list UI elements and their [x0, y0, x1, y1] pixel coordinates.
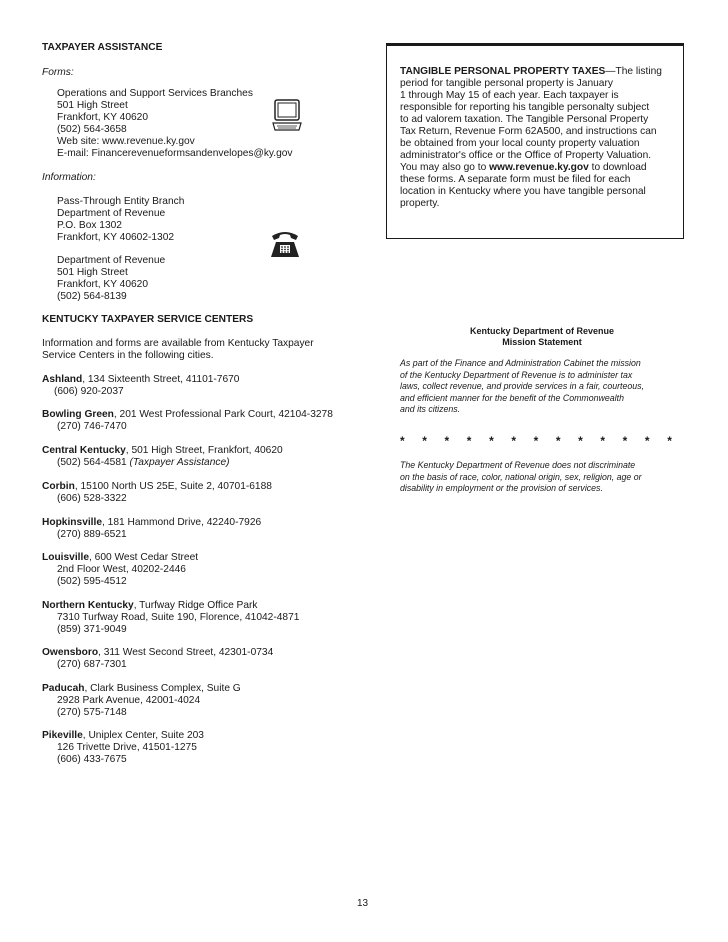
mission-title: Kentucky Department of Revenue [469, 326, 615, 336]
center-paducah: Paducah, Clark Business Complex, Suite G [42, 683, 241, 694]
info-line: Pass-Through Entity Branch [57, 196, 185, 207]
center-central-kentucky: Central Kentucky, 501 High Street, Frankfort, 40620 [42, 445, 283, 456]
service-centers-heading: KENTUCKY TAXPAYER SERVICE CENTERS [42, 314, 254, 325]
center-owensboro: Owensboro, 311 West Second Street, 42301-0734 [42, 647, 274, 658]
forms-label: Forms: [42, 67, 74, 78]
service-centers-intro: Service Centers in the following cities. [42, 350, 214, 361]
center-bowling-green: Bowling Green, 201 West Professional Park Court, 42104-3278 [42, 409, 333, 420]
center-phone: (270) 687-7301 [57, 659, 127, 670]
center-phone: (270) 889-6521 [57, 529, 127, 540]
star-divider: * * * * * * * * * * * * * [400, 434, 672, 448]
center-northern-kentucky: Northern Kentucky, Turfway Ridge Office Park [42, 600, 258, 611]
center-ashland: Ashland, 134 Sixteenth Street, 41101-7670 [42, 374, 240, 385]
information-label: Information: [42, 172, 96, 183]
center-phone: (270) 575-7148 [57, 707, 127, 718]
forms-line: (502) 564-3658 [57, 124, 127, 135]
forms-line: 501 High Street [57, 100, 128, 111]
taxpayer-assistance-heading: TAXPAYER ASSISTANCE [42, 42, 163, 53]
info-line: 501 High Street [57, 267, 128, 278]
center-hopkinsville: Hopkinsville, 181 Hammond Drive, 42240-7926 [42, 517, 262, 528]
mission-subtitle: Mission Statement [502, 337, 582, 347]
tpp-text: TANGIBLE PERSONAL PROPERTY TAXES—The listing period for tangible personal property is January 1 through May 15 of each year. Each taxpayer is responsible for reporting his tangible personalty subject to ad valorem taxation. The Tangible Personal Property Tax Return, Revenue Form 62A500, and instructions can be obtained from your local county property valuation administrator's office or the Office of Property Valuation. You may also go to www.revenue.ky.gov to download these forms. A separate form must be filed for each location in Kentucky where you have tangible personal property. [400, 66, 662, 209]
center-phone: (502) 564-4581 (Taxpayer Assistance) [57, 457, 230, 468]
website-line: Web site: www.revenue.ky.gov [57, 136, 195, 147]
center-phone: (606) 433-7675 [57, 754, 127, 765]
forms-line: Operations and Support Services Branches [57, 88, 253, 99]
info-line: Frankfort, KY 40602-1302 [57, 232, 175, 243]
revenue-website-link[interactable]: www.revenue.ky.gov [489, 162, 589, 173]
mission-text: As part of the Finance and Administration Cabinet the mission of the Kentucky Department of Revenue is to administer tax laws, collect revenue, and provide services in a fair, courteous, and efficient manner for the benefit of the Commonwealth and its citizens. [400, 358, 644, 415]
center-phone: (606) 920-2037 [54, 386, 124, 397]
telephone-icon [268, 226, 302, 260]
info-line: Department of Revenue [57, 208, 166, 219]
info-line: (502) 564-8139 [57, 291, 127, 302]
center-phone: (270) 746-7470 [57, 421, 127, 432]
email-line: E-mail: Financerevenueformsandenvelopes@ky.gov [57, 148, 293, 159]
center-phone: (859) 371-9049 [57, 624, 127, 635]
info-line: P.O. Box 1302 [57, 220, 122, 231]
center-corbin: Corbin, 15100 North US 25E, Suite 2, 40701-6188 [42, 481, 272, 492]
forms-line: Frankfort, KY 40620 [57, 112, 148, 123]
center-pikeville: Pikeville, Uniplex Center, Suite 203 [42, 730, 204, 741]
center-address: 2928 Park Avenue, 42001-4024 [57, 695, 201, 706]
tpp-title: TANGIBLE PERSONAL PROPERTY TAXES [400, 66, 606, 77]
computer-icon [272, 99, 302, 131]
nondiscrimination-text: The Kentucky Department of Revenue does not discriminate on the basis of race, color, national origin, sex, religion, age or disability in employment or the provision of services. [400, 460, 642, 494]
info-line: Department of Revenue [57, 255, 166, 266]
center-phone: (606) 528-3322 [57, 493, 127, 504]
center-address: 2nd Floor West, 40202-2446 [57, 564, 186, 575]
center-address: 7310 Turfway Road, Suite 190, Florence, 41042-4871 [57, 612, 300, 623]
center-louisville: Louisville, 600 West Cedar Street [42, 552, 199, 563]
center-phone: (502) 595-4512 [57, 576, 127, 587]
page-number: 13 [357, 898, 369, 909]
service-centers-intro: Information and forms are available from Kentucky Taxpayer [42, 338, 314, 349]
info-line: Frankfort, KY 40620 [57, 279, 148, 290]
center-address: 126 Trivette Drive, 41501-1275 [57, 742, 197, 753]
